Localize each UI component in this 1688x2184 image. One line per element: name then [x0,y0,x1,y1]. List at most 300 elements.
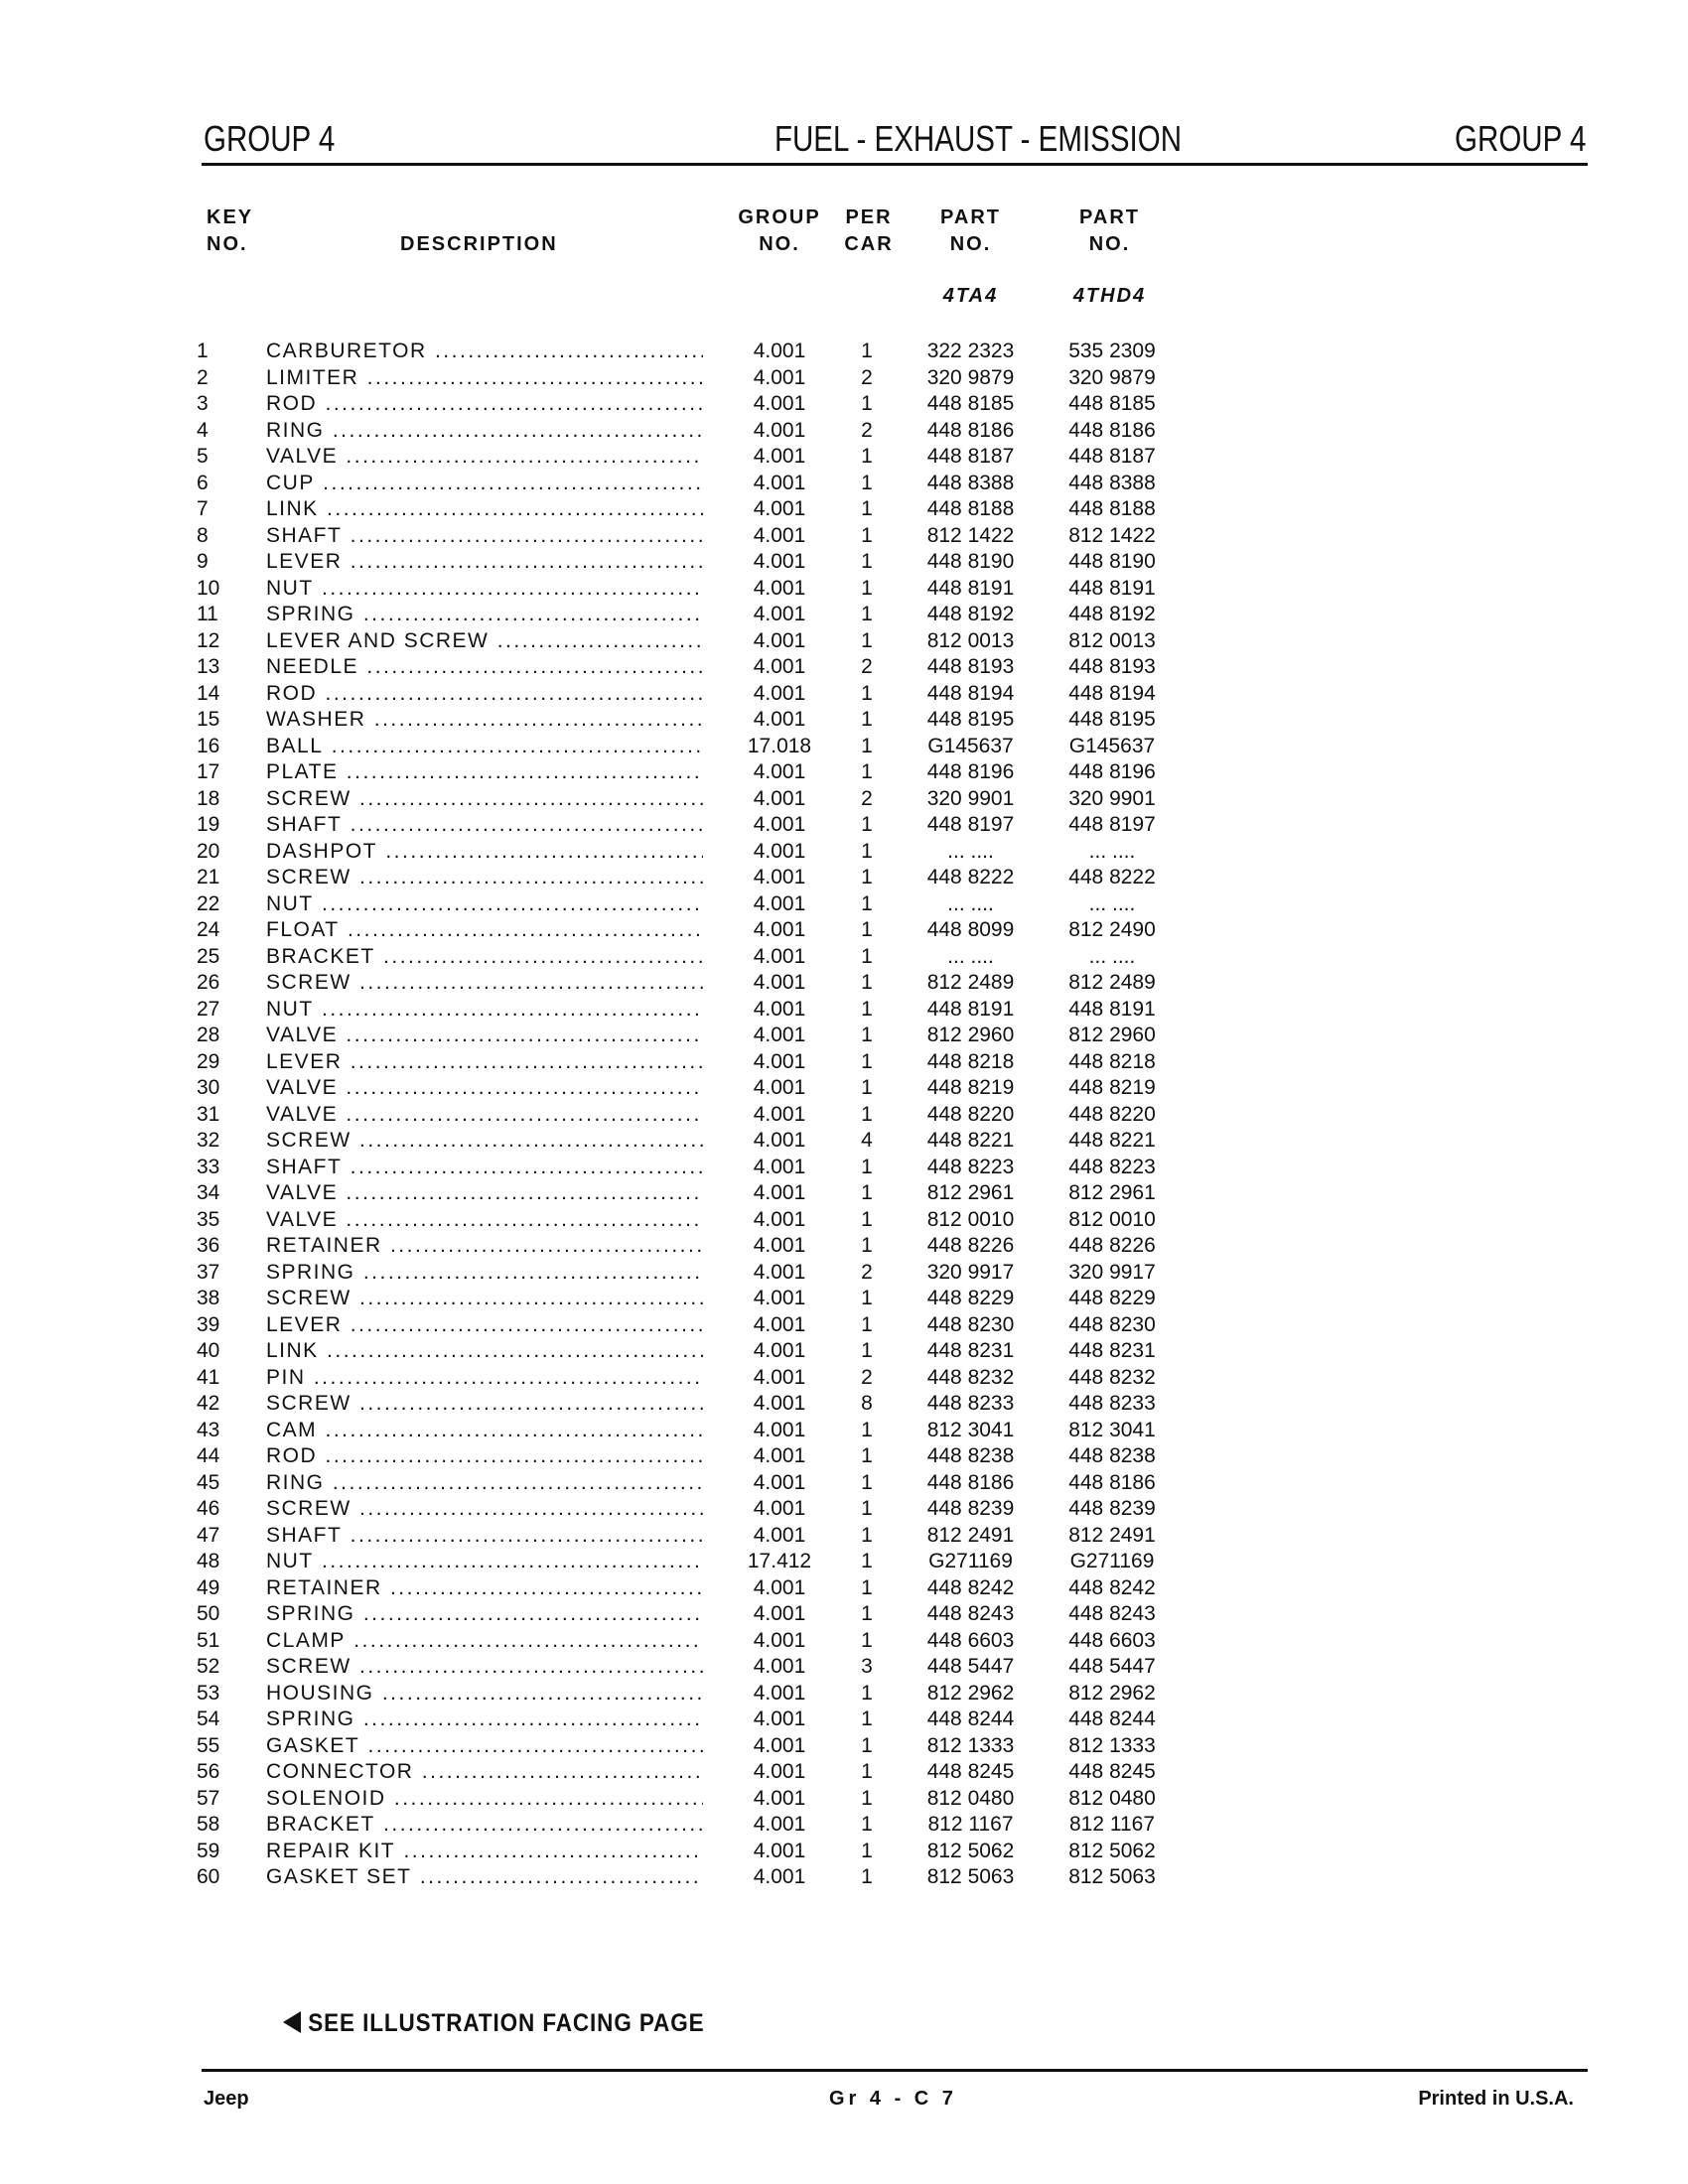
per-car: 1 [861,628,873,652]
part-number-4thd4: G145637 [1068,734,1156,757]
table-row [0,839,1688,866]
group-number: 4.001 [753,418,806,442]
header-group-left: GROUP 4 [204,118,336,159]
per-car: 1 [861,1234,873,1257]
page-title: FUEL - EXHAUST - EMISSION [774,118,1183,159]
group-number: 4.001 [753,1129,806,1152]
part-number-4thd4: 448 8218 [1068,1049,1156,1073]
group-number: 4.001 [753,628,806,652]
table-row [0,1128,1688,1155]
part-number-4thd4: 448 8188 [1068,497,1156,520]
table-row [0,1706,1688,1733]
group-number: 4.001 [753,997,806,1021]
part-number-4ta4: 448 8245 [926,1760,1015,1783]
part-number-4thd4: 448 8243 [1068,1602,1156,1625]
part-number-4ta4: G271169 [928,1550,1013,1572]
part-number-4thd4: 448 8231 [1068,1339,1156,1362]
part-number-4thd4: 812 2490 [1068,918,1156,941]
key-number: 35 [197,1207,220,1231]
part-number-4thd4: 448 8194 [1068,681,1156,705]
group-number: 4.001 [753,1839,806,1862]
per-car: 1 [861,392,873,415]
table-row [0,444,1688,471]
group-number: 4.001 [753,1024,806,1046]
description: HOUSING ..... [266,1681,703,1707]
part-number-4thd4: G271169 [1069,1550,1155,1572]
group-number: 4.001 [753,1155,806,1178]
table-row [0,1155,1688,1181]
part-number-4thd4: ... .... [1088,944,1136,968]
key-number: 48 [197,1550,220,1572]
group-number: 4.001 [753,1760,806,1783]
description: NUT ..... [266,576,703,603]
part-number-4thd4: 448 6603 [1068,1628,1156,1652]
table-row [0,1575,1688,1602]
table-row [0,1207,1688,1234]
group-number: 4.001 [753,1339,806,1362]
part-number-4thd4: 448 8187 [1068,445,1156,468]
table-row [0,1654,1688,1681]
key-number: 2 [197,365,209,389]
group-number: 4.001 [753,1365,806,1389]
per-car: 1 [861,576,873,600]
description: LEVER AND SCREW ..... [266,628,703,655]
per-car: 1 [861,1707,873,1730]
per-car: 1 [861,1681,873,1705]
table-row [0,1233,1688,1260]
key-number: 54 [197,1707,220,1730]
description: CARBURETOR ..... [266,339,703,365]
per-car: 1 [861,550,873,573]
key-number: 30 [197,1076,220,1099]
per-car: 2 [861,1365,873,1389]
description: SCREW ..... [266,1286,703,1312]
description: LIMITER ..... [266,365,703,392]
part-number-4ta4: 448 8195 [926,708,1015,731]
per-car: 1 [861,1550,873,1572]
part-number-4ta4: ... .... [947,944,994,968]
part-number-4ta4: 448 8244 [926,1707,1015,1730]
table-row [0,523,1688,550]
key-number: 50 [197,1602,220,1625]
key-number: 59 [197,1839,220,1862]
group-number: 4.001 [753,1628,806,1652]
part-number-4thd4: 812 1333 [1068,1733,1156,1757]
part-number-4thd4: 448 8185 [1068,392,1156,415]
description: BRACKET ..... [266,1812,703,1839]
key-number: 14 [197,681,220,705]
table-row [0,1023,1688,1049]
column-header-part-no-2 [1053,205,1167,258]
table-row [0,576,1688,603]
description: GASKET SET ..... [266,1864,703,1891]
per-car: 1 [861,1444,873,1467]
table-row [0,1812,1688,1839]
per-car: 1 [861,813,873,836]
key-number: 28 [197,1024,220,1046]
group-number: 4.001 [753,1602,806,1625]
part-number-4ta4: 448 8232 [926,1365,1015,1389]
key-number: 53 [197,1681,220,1705]
part-number-4ta4: 448 8191 [926,997,1015,1021]
part-number-4ta4: 448 8185 [926,392,1015,415]
description: REPAIR KIT ..... [266,1839,703,1865]
header-rule [202,163,1588,166]
key-number: 11 [197,603,218,625]
per-car: 2 [861,655,873,678]
key-number: 13 [197,655,220,678]
key-number: 29 [197,1049,220,1073]
part-number-4ta4: 448 8229 [926,1287,1015,1309]
part-number-4thd4: 812 0013 [1068,628,1156,652]
description: NEEDLE ..... [266,654,703,681]
group-number: 4.001 [753,340,806,362]
group-number: 4.001 [753,1207,806,1231]
table-row [0,1864,1688,1891]
part-number-4ta4: 812 1422 [926,523,1015,547]
column-header-part-no-1 [914,205,1028,258]
table-row [0,1523,1688,1550]
description: NUT ..... [266,997,703,1024]
table-row [0,471,1688,497]
arrow-left-icon [283,2011,301,2033]
part-number-4ta4: 448 8099 [926,918,1015,941]
table-row [0,1102,1688,1129]
group-number: 4.001 [753,1865,806,1888]
key-number: 9 [197,550,209,573]
key-number: 19 [197,813,220,836]
group-number: 4.001 [753,1733,806,1757]
part-number-4ta4: 448 8242 [926,1575,1015,1599]
part-number-4thd4: 448 8230 [1068,1312,1156,1336]
description: BALL ..... [266,734,703,760]
part-number-4ta4: 448 8231 [926,1339,1015,1362]
per-car: 1 [861,944,873,968]
per-car: 1 [861,445,873,468]
description: VALVE ..... [266,1180,703,1207]
per-car: 1 [861,708,873,731]
part-number-4ta4: 320 9901 [926,786,1015,810]
key-number: 51 [197,1628,220,1652]
part-number-4thd4: 812 2491 [1068,1523,1156,1547]
table-row [0,1418,1688,1444]
group-number: 4.001 [753,365,806,389]
part-number-4ta4: 448 8192 [926,603,1015,625]
description: VALVE ..... [266,1023,703,1049]
per-car: 1 [861,839,873,863]
part-number-4thd4: ... .... [1088,891,1136,915]
group-number: 4.001 [753,944,806,968]
description: LEVER ..... [266,1312,703,1339]
key-number: 22 [197,891,220,915]
description: LEVER ..... [266,1049,703,1076]
part-number-4thd4: 448 8190 [1068,550,1156,573]
key-number: 12 [197,628,220,652]
per-car: 1 [861,918,873,941]
per-car: 1 [861,1049,873,1073]
column-header-per-line2: CAR [844,233,894,255]
description: ROD ..... [266,391,703,418]
part-number-4ta4: 448 8230 [926,1312,1015,1336]
key-number: 44 [197,1444,220,1467]
table-row [0,1470,1688,1497]
part-number-4thd4: 320 9917 [1068,1260,1156,1284]
column-header-group-line2: NO. [759,233,800,255]
table-row [0,1338,1688,1365]
per-car: 1 [861,1602,873,1625]
per-car: 1 [861,1287,873,1309]
description: GASKET ..... [266,1733,703,1760]
group-number: 4.001 [753,1470,806,1494]
part-number-4ta4: 448 8219 [926,1076,1015,1099]
footer-brand: Jeep [204,2088,249,2110]
table-row [0,734,1688,760]
per-car: 8 [861,1392,873,1415]
description: WASHER ..... [266,707,703,734]
column-header-key-line2: NO. [207,233,248,255]
group-number: 4.001 [753,471,806,494]
column-header-key-line1: KEY [207,206,254,228]
key-number: 56 [197,1760,220,1783]
key-number: 1 [197,340,209,362]
group-number: 4.001 [753,971,806,994]
group-number: 4.001 [753,1234,806,1257]
table-row [0,1496,1688,1523]
part-number-4thd4: 448 8239 [1068,1497,1156,1520]
part-number-4ta4: 812 2489 [926,971,1015,994]
part-number-4ta4: 320 9917 [926,1260,1015,1284]
table-row [0,391,1688,418]
table-row [0,418,1688,445]
table-row [0,339,1688,365]
group-number: 4.001 [753,550,806,573]
group-number: 4.001 [753,1575,806,1599]
per-car: 2 [861,786,873,810]
part-number-4thd4: 812 5063 [1068,1865,1156,1888]
per-car: 1 [861,1470,873,1494]
group-number: 4.001 [753,813,806,836]
description: SCREW ..... [266,1654,703,1681]
per-car: 1 [861,1760,873,1783]
part-number-4ta4: 448 8220 [926,1102,1015,1126]
key-number: 39 [197,1312,220,1336]
part-number-4ta4: 448 8223 [926,1155,1015,1178]
key-number: 41 [197,1365,220,1389]
per-car: 1 [861,471,873,494]
group-number: 4.001 [753,576,806,600]
part-number-4ta4: 448 8238 [926,1444,1015,1467]
part-number-4ta4: 812 1167 [927,1813,1014,1836]
part-number-4thd4: 812 1422 [1068,523,1156,547]
key-number: 26 [197,971,220,994]
table-row [0,970,1688,997]
part-number-4thd4: 448 8221 [1068,1129,1156,1152]
part-number-4thd4: 448 8186 [1068,418,1156,442]
key-number: 60 [197,1865,220,1888]
per-car: 1 [861,340,873,362]
group-number: 4.001 [753,1260,806,1284]
part-number-4ta4: 448 8186 [926,418,1015,442]
part-number-4ta4: 448 8221 [926,1129,1015,1152]
table-row [0,865,1688,891]
per-car: 1 [861,1497,873,1520]
key-number: 5 [197,445,209,468]
description: SPRING ..... [266,602,703,628]
column-header-part2-line1: PART [1079,206,1140,228]
part-number-4thd4: 448 8197 [1068,813,1156,836]
description: CONNECTOR ..... [266,1759,703,1786]
part-number-4thd4: 812 0010 [1068,1207,1156,1231]
key-number: 17 [197,760,220,783]
page-number: Gr 4 - C 7 [829,2088,957,2110]
per-car: 1 [861,891,873,915]
footer-rule [202,2069,1588,2072]
key-number: 3 [197,392,209,415]
table-row [0,812,1688,839]
key-number: 32 [197,1129,220,1152]
part-number-4thd4: 448 8223 [1068,1155,1156,1178]
group-number: 4.001 [753,523,806,547]
column-header-description: DESCRIPTION [400,233,558,255]
table-row [0,602,1688,628]
group-number: 4.001 [753,1418,806,1441]
key-number: 31 [197,1102,220,1126]
description: SHAFT ..... [266,1155,703,1181]
key-number: 7 [197,497,209,520]
table-row [0,1075,1688,1102]
table-row [0,1260,1688,1287]
description: RETAINER ..... [266,1575,703,1602]
table-row [0,1180,1688,1207]
description: RING ..... [266,1470,703,1497]
part-number-4ta4: 448 8222 [926,866,1015,888]
per-car: 1 [861,1786,873,1810]
description: SHAFT ..... [266,1523,703,1550]
description: ROD ..... [266,1443,703,1470]
description: RETAINER ..... [266,1233,703,1260]
group-number: 4.001 [753,839,806,863]
part-number-4thd4: 448 8220 [1068,1102,1156,1126]
per-car: 3 [861,1655,873,1678]
key-number: 38 [197,1287,220,1309]
description: SCREW ..... [266,970,703,997]
page-header [204,117,1586,167]
table-row [0,1365,1688,1392]
key-number: 18 [197,786,220,810]
description: VALVE ..... [266,1075,703,1102]
group-number: 4.001 [753,760,806,783]
table-row [0,1391,1688,1418]
table-row [0,997,1688,1024]
part-number-4thd4: 448 8193 [1068,655,1156,678]
part-number-4thd4: 448 8238 [1068,1444,1156,1467]
key-number: 58 [197,1813,220,1836]
group-number: 4.001 [753,866,806,888]
group-number: 4.001 [753,1392,806,1415]
table-row [0,1733,1688,1760]
group-number: 4.001 [753,1655,806,1678]
part-number-4thd4: 448 5447 [1068,1655,1156,1678]
see-illustration-text: SEE ILLUSTRATION FACING PAGE [308,2009,705,2037]
description: SOLENOID ..... [266,1786,703,1813]
description: NUT ..... [266,1549,703,1575]
per-car: 1 [861,1312,873,1336]
group-number: 4.001 [753,1813,806,1836]
group-number: 17.412 [747,1550,812,1572]
table-row [0,1601,1688,1628]
table-row [0,1681,1688,1707]
description: ROD ..... [266,681,703,708]
part-number-4thd4: 448 8245 [1068,1760,1156,1783]
column-header-part1-line2: NO. [949,233,992,255]
key-number: 55 [197,1733,220,1757]
per-car: 1 [861,1523,873,1547]
table-row [0,365,1688,392]
key-number: 4 [197,418,209,442]
group-number: 4.001 [753,1444,806,1467]
key-number: 33 [197,1155,220,1178]
description: VALVE ..... [266,444,703,471]
key-number: 57 [197,1786,220,1810]
table-row [0,786,1688,813]
part-number-4thd4: 448 8242 [1068,1575,1156,1599]
key-number: 24 [197,918,220,941]
part-number-4thd4: 448 8219 [1068,1076,1156,1099]
part-number-4ta4: 322 2323 [926,340,1015,362]
part-number-4ta4: 320 9879 [926,365,1015,389]
part-number-4ta4: 812 0013 [926,628,1015,652]
description: VALVE ..... [266,1207,703,1234]
part-number-4ta4: 448 8190 [926,550,1015,573]
description: SPRING ..... [266,1601,703,1628]
per-car: 1 [861,1865,873,1888]
key-number: 20 [197,839,220,863]
group-number: 17.018 [747,734,812,757]
key-number: 42 [197,1392,220,1415]
per-car: 1 [861,1418,873,1441]
description: SHAFT ..... [266,812,703,839]
part-number-4ta4: 448 8218 [926,1049,1015,1073]
part-number-4thd4: 812 0480 [1068,1786,1156,1810]
part-number-4thd4: 812 2961 [1068,1181,1156,1204]
part-number-4ta4: 448 8187 [926,445,1015,468]
part-number-4thd4: 812 1167 [1068,1813,1156,1836]
column-header-key [207,205,253,258]
column-header-per-line1: PER [845,206,893,228]
description: CAM ..... [266,1418,703,1444]
per-car: 1 [861,760,873,783]
part-number-4thd4: ... .... [1088,839,1136,863]
part-number-4thd4: 448 8229 [1068,1287,1156,1309]
table-row [0,1549,1688,1575]
key-number: 47 [197,1523,220,1547]
description: SCREW ..... [266,786,703,813]
per-car: 1 [861,681,873,705]
part-number-4ta4: 812 1333 [926,1733,1015,1757]
column-header-part1-line1: PART [940,206,1001,228]
table-row [0,707,1688,734]
per-car: 1 [861,1575,873,1599]
per-car: 2 [861,365,873,389]
part-number-4thd4: 812 2489 [1068,971,1156,994]
description: BRACKET ..... [266,944,703,971]
table-row [0,891,1688,918]
per-car: 1 [861,1628,873,1652]
per-car: 2 [861,1260,873,1284]
header-group-right: GROUP 4 [1454,118,1586,159]
group-number: 4.001 [753,445,806,468]
part-number-4thd4: 812 3041 [1068,1418,1156,1441]
